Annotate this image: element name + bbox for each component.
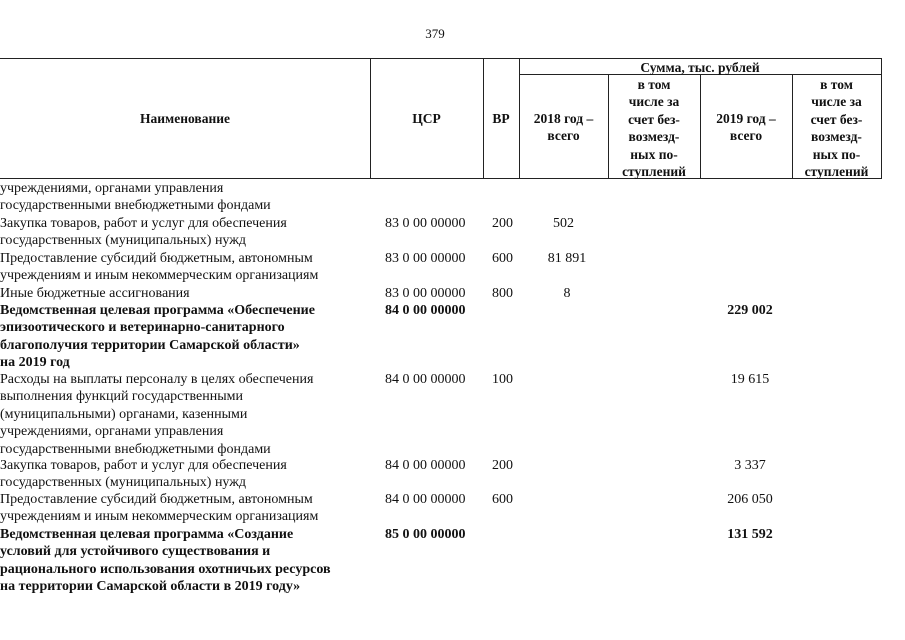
row-csr: 84 0 00 00000 — [385, 372, 466, 387]
row-csr: 83 0 00 00000 — [385, 216, 466, 231]
header-2019-total: 2019 год – всего — [716, 111, 776, 143]
row-2019: 19 615 — [730, 372, 770, 387]
row-csr: 83 0 00 00000 — [385, 286, 466, 301]
row-name: Предоставление субсидий бюджетным, автономным учреждениям и иным некоммерческим организациям — [0, 492, 319, 525]
row-name: Расходы на выплаты персоналу в целях обеспечения выполнения функций государственными (муниципальными) органами, казенными учреждениями, органами управления государственными внебюджетными фондами — [0, 372, 314, 457]
row-name: учреждениями, органами управления государственными внебюджетными фондами — [0, 181, 271, 214]
row-vr: 800 — [492, 286, 513, 301]
row-2019: 3 337 — [734, 458, 766, 473]
row-csr: 84 0 00 00000 — [385, 303, 466, 318]
row-2018: 81 891 — [547, 251, 587, 266]
row-name: Закупка товаров, работ и услуг для обеспечения государственных (муниципальных) нужд — [0, 216, 287, 249]
header-sum: Сумма, тыс. рублей — [640, 60, 760, 75]
row-name: Ведомственная целевая программа «Создание условий для устойчивого существования и рационального использования охотничьих ресурсов на территории Самарской области в 2019 году» — [0, 527, 331, 595]
header-2018-incl: в том числе за счет без- возмезд- ных по- ступлений — [622, 77, 686, 180]
row-csr: 85 0 00 00000 — [385, 527, 466, 542]
header-vr: ВР — [492, 111, 510, 126]
row-name: Иные бюджетные ассигнования — [0, 286, 190, 301]
row-vr: 600 — [492, 492, 513, 507]
row-name: Ведомственная целевая программа «Обеспечение эпизоотического и ветеринарно-санитарного благополучия территории Самарской области» на 2019 год — [0, 303, 315, 371]
row-2019: 229 002 — [727, 303, 773, 318]
header-2018-total: 2018 год – всего — [533, 111, 594, 143]
row-csr: 84 0 00 00000 — [385, 492, 466, 507]
row-csr: 84 0 00 00000 — [385, 458, 466, 473]
header-name: Наименование — [140, 111, 230, 126]
row-csr: 83 0 00 00000 — [385, 251, 466, 266]
header-csr: ЦСР — [412, 111, 441, 126]
row-vr: 100 — [492, 372, 513, 387]
row-2018: 502 — [553, 216, 574, 231]
row-vr: 600 — [492, 251, 513, 266]
page-number: 379 — [425, 26, 445, 41]
row-2019: 131 592 — [727, 527, 773, 542]
row-vr: 200 — [492, 216, 513, 231]
row-name: Закупка товаров, работ и услуг для обеспечения государственных (муниципальных) нужд — [0, 458, 287, 491]
header-2019-incl: в том числе за счет без- возмезд- ных по- ступлений — [804, 77, 869, 180]
row-2019: 206 050 — [727, 492, 773, 507]
row-2018: 8 — [563, 286, 571, 301]
row-vr: 200 — [492, 458, 513, 473]
row-name: Предоставление субсидий бюджетным, автономным учреждениям и иным некоммерческим организациям — [0, 251, 319, 284]
